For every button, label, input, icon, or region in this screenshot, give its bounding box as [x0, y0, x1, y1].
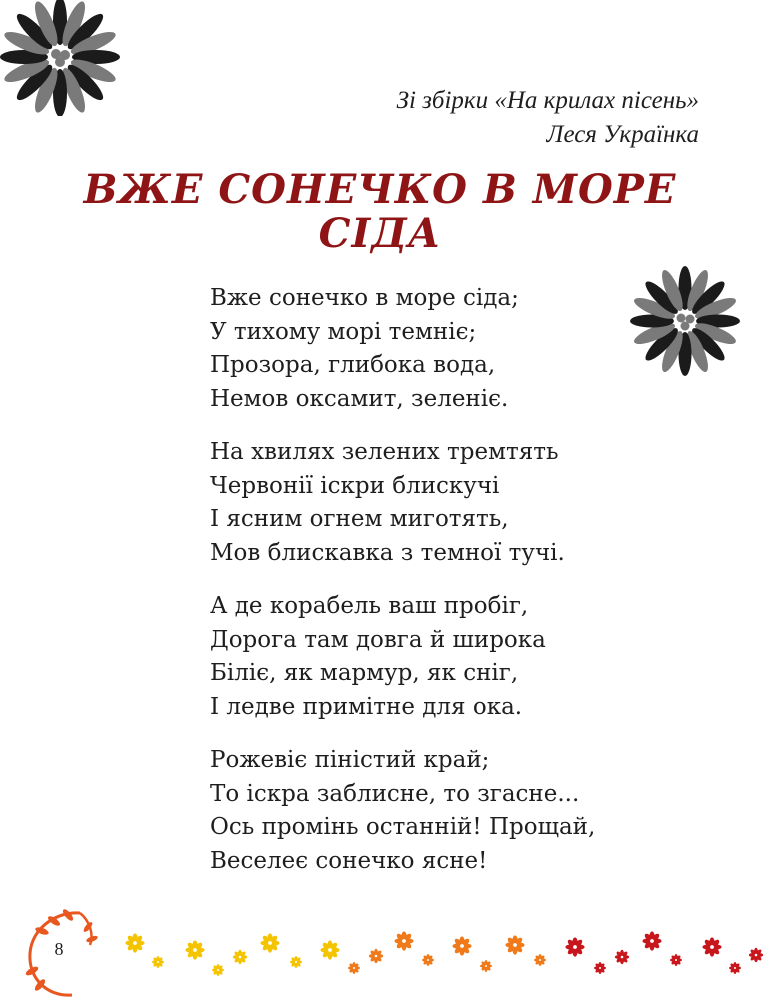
poem-line: І ясним огнем миготять,	[210, 506, 509, 532]
decorative-flower-icon-top-left	[0, 0, 122, 116]
small-flower-icon	[212, 964, 224, 976]
small-flower-icon	[702, 937, 721, 956]
poem-line: На хвилях зелених тремтять	[210, 439, 559, 465]
small-flower-icon	[125, 933, 144, 952]
page-number: 8	[54, 939, 64, 959]
small-flower-icon	[422, 954, 434, 966]
poem-line: Червонії іскри блискучі	[210, 472, 500, 499]
stanza-1	[210, 282, 595, 416]
poem-line: Немов оксамит, зеленіє.	[210, 385, 509, 412]
poem-title	[80, 168, 680, 256]
source-attribution	[397, 84, 699, 152]
small-flower-icon	[594, 962, 606, 974]
small-flower-icon	[348, 962, 360, 974]
poem-line: І ледве примітне для ока.	[210, 693, 523, 720]
poem-line: Вже сонечко в море сіда;	[210, 285, 519, 311]
small-flower-icon	[452, 936, 471, 955]
small-flower-icon	[670, 954, 682, 966]
small-flower-icon	[615, 950, 629, 964]
small-flower-icon	[260, 933, 279, 952]
small-flower-icon	[729, 962, 741, 974]
poem-line: Веселеє сонечко ясне!	[210, 847, 488, 874]
poem-line: Мов блискавка з темної тучі.	[210, 539, 565, 566]
poem-line: Дорога там довга й широка	[210, 626, 546, 653]
stanza-3	[210, 590, 595, 724]
small-flower-icon	[394, 931, 413, 950]
decorative-flower-icon-right	[629, 265, 741, 377]
small-flower-icon	[534, 954, 546, 966]
small-flower-icon	[320, 940, 339, 959]
small-flower-icon	[369, 949, 383, 963]
poem-line: А де корабель ваш пробіг,	[210, 593, 529, 619]
small-flower-icon	[642, 931, 661, 950]
small-flower-icon	[480, 960, 492, 972]
author-name: Леся Українка	[546, 121, 699, 148]
small-flower-icon	[185, 940, 204, 959]
poem-line: То іскра заблисне, то згасне...	[210, 780, 580, 807]
bottom-flower-border	[0, 900, 765, 1004]
small-flower-icon	[565, 937, 584, 956]
flower-border-icon	[0, 900, 765, 1000]
collection-name: Зі збірки «На крилах пісень»	[396, 87, 699, 114]
stanza-4	[210, 744, 595, 878]
poem-line: У тихому морі темніє;	[210, 318, 477, 345]
poem-line: Рожевіє піністий край;	[210, 747, 490, 773]
poem-title-line-1: ВЖЕ СОНЕЧКО В МОРЕ	[83, 166, 677, 213]
small-flower-icon	[152, 956, 164, 968]
poem-line: Прозора, глибока вода,	[210, 352, 496, 378]
small-flower-icon	[290, 956, 302, 968]
poem-line: Ось промінь останній! Прощай,	[210, 814, 596, 840]
small-flower-icon	[749, 948, 763, 962]
poem-line: Біліє, як мармур, як сніг,	[210, 660, 519, 686]
small-flower-icon	[233, 950, 247, 964]
stanza-2	[210, 436, 595, 570]
small-flower-icon	[505, 935, 524, 954]
poem-title-line-2: СІДА	[318, 210, 442, 257]
poem-body	[210, 282, 595, 898]
